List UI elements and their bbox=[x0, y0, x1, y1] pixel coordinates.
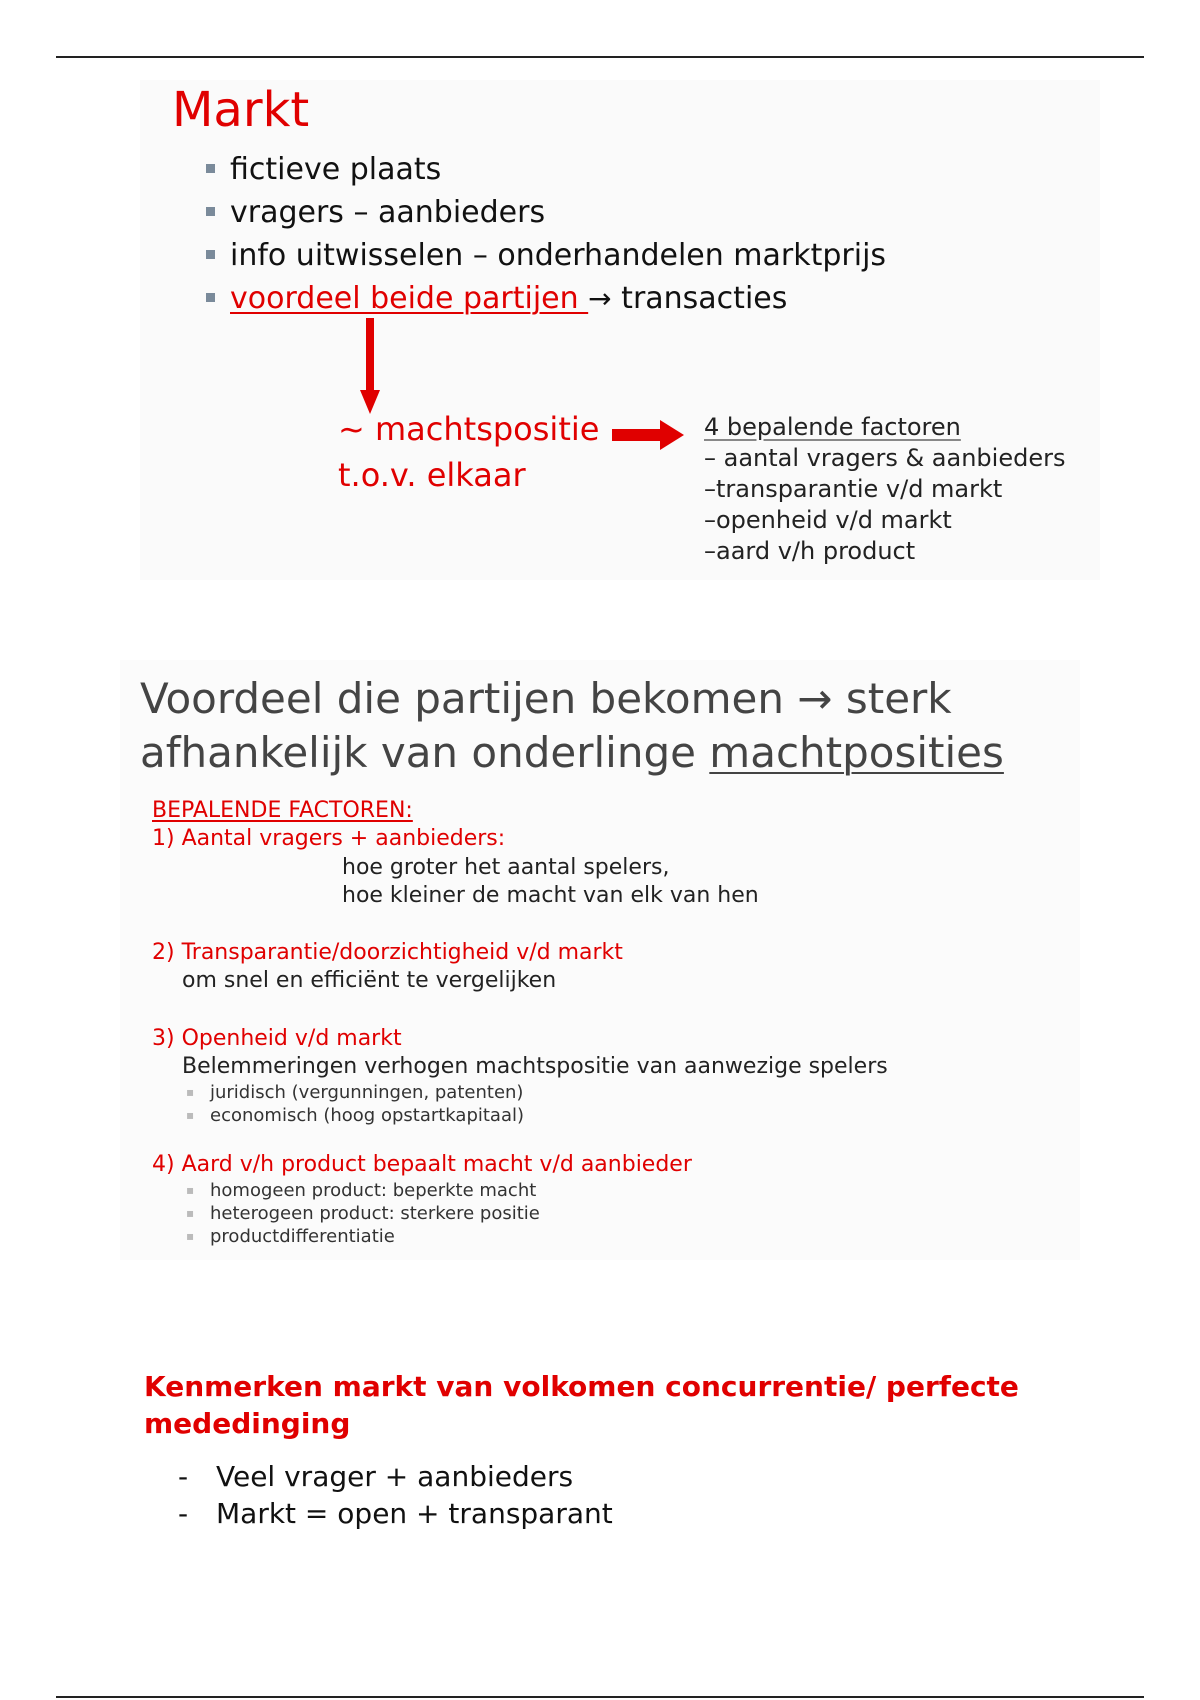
factor-4-title: 4) Aard v/h product bepaalt macht v/d aanbieder bbox=[152, 1152, 692, 1177]
factor-4-sub: ▪ productdifferentiatie bbox=[186, 1226, 395, 1247]
square-bullet-icon bbox=[206, 164, 215, 173]
right-arrow-icon bbox=[612, 420, 684, 450]
top-rule bbox=[56, 56, 1144, 58]
factor-item: – aantal vragers & aanbieders bbox=[704, 444, 1066, 472]
list-item: - Veel vrager + aanbieders bbox=[178, 1460, 574, 1493]
down-arrow-icon bbox=[360, 318, 380, 414]
right-arrow-icon: → bbox=[588, 282, 612, 315]
tov-elkaar-label: t.o.v. elkaar bbox=[338, 456, 526, 494]
factor-item: –transparantie v/d markt bbox=[704, 475, 1003, 503]
square-bullet-icon bbox=[206, 250, 215, 259]
markt-bullet-list bbox=[204, 148, 886, 320]
kenmerken-heading: Kenmerken markt van volkomen concurrentie/ perfecte mededinging bbox=[144, 1370, 1019, 1440]
factor-4-sub: ▪ homogeen product: beperkte macht bbox=[186, 1180, 536, 1201]
factor-2-text: om snel en efficiënt te vergelijken bbox=[182, 968, 557, 993]
factor-1-line: hoe kleiner de macht van elk van hen bbox=[342, 883, 759, 908]
slide-factoren-title: Voordeel die partijen bekomen → sterk afhankelijk van onderlinge machtposities bbox=[140, 674, 1004, 777]
factor-item: –aard v/h product bbox=[704, 537, 916, 565]
factor-3-text: Belemmeringen verhogen machtspositie van aanwezige spelers bbox=[182, 1054, 888, 1079]
square-bullet-icon bbox=[206, 293, 215, 302]
factor-3-title: 3) Openheid v/d markt bbox=[152, 1026, 402, 1051]
list-item: voordeel beide partijen → transacties bbox=[204, 277, 886, 320]
list-item: info uitwisselen – onderhandelen marktprijs bbox=[204, 234, 886, 277]
factor-4-sub: ▪ heterogeen product: sterkere positie bbox=[186, 1203, 540, 1224]
factor-3-sub: ▪ economisch (hoog opstartkapitaal) bbox=[186, 1105, 524, 1126]
list-item: - Markt = open + transparant bbox=[178, 1497, 613, 1530]
factor-2-title: 2) Transparantie/doorzichtigheid v/d markt bbox=[152, 940, 623, 965]
bepalende-factoren-heading: BEPALENDE FACTOREN: bbox=[152, 798, 413, 823]
factor-1-line: hoe groter het aantal spelers, bbox=[342, 855, 670, 880]
factors-box bbox=[704, 412, 1065, 567]
slide-markt-title: Markt bbox=[172, 82, 310, 138]
factor-item: –openheid v/d markt bbox=[704, 506, 952, 534]
voordeel-link-text: voordeel beide partijen bbox=[230, 281, 589, 316]
bottom-rule bbox=[56, 1696, 1144, 1698]
square-bullet-icon bbox=[206, 207, 215, 216]
machtspositie-label: ~ machtspositie bbox=[338, 410, 600, 448]
list-item: fictieve plaats bbox=[204, 148, 886, 191]
factor-1-title: 1) Aantal vragers + aanbieders: bbox=[152, 826, 506, 851]
list-item: vragers – aanbieders bbox=[204, 191, 886, 234]
kenmerken-list bbox=[178, 1458, 613, 1532]
factor-3-sub: ▪ juridisch (vergunningen, patenten) bbox=[186, 1082, 523, 1103]
factors-heading: 4 bepalende factoren bbox=[704, 413, 961, 441]
